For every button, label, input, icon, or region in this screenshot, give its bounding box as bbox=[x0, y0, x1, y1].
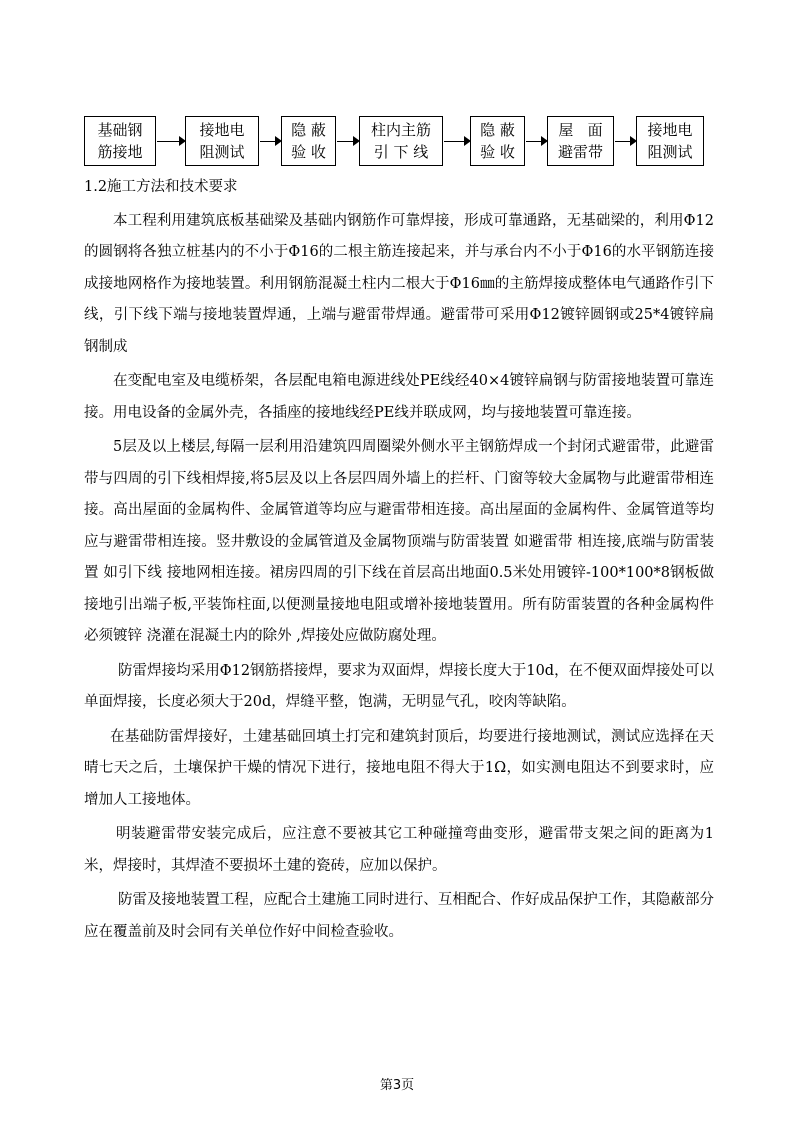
flow-step-concealed-acceptance bbox=[470, 116, 525, 166]
page-number: 第3页 bbox=[379, 1078, 415, 1093]
flow-step-resistance-test bbox=[636, 116, 704, 166]
flow-step-text: 柱内主筋 bbox=[370, 121, 431, 139]
flow-step-text: 筋接地 bbox=[97, 143, 143, 161]
paragraph: 防雷及接地装置工程，应配合土建施工同时进行、互相配合、作好成品保护工作，其隐蔽部分应在覆盖前及时会同有关单位作好中间检查验收。 bbox=[84, 892, 714, 940]
paragraph: 明装避雷带安装完成后，应注意不要被其它工种碰撞弯曲变形，避雷带支架之间的距离为1米，焊接时，其焊渣不要损坏土建的瓷砖，应加以保护。 bbox=[84, 826, 714, 874]
flow-step-text: 阻测试 bbox=[647, 143, 693, 161]
process-flowchart bbox=[84, 116, 704, 168]
flow-step-text: 接地电 bbox=[199, 121, 245, 139]
flow-arrow-icon bbox=[615, 141, 635, 142]
flow-step-text: 隐 蔽 bbox=[480, 121, 515, 139]
flow-arrow-icon bbox=[260, 141, 280, 142]
section-body bbox=[84, 172, 714, 948]
flow-step-text: 接地电 bbox=[647, 121, 693, 139]
flow-step-text: 屋 面 bbox=[558, 121, 603, 139]
flow-arrow-icon bbox=[444, 141, 469, 142]
flow-arrow-icon bbox=[157, 141, 184, 142]
paragraph: 在基础防雷焊接好，土建基础回填土打完和建筑封顶后，均要进行接地测试，测试应选择在天晴七天之后，土壤保护干燥的情况下进行，接地电阻不得大于1Ω，如实测电阻达不到要求时，应增加人工接地体。 bbox=[84, 728, 714, 808]
flow-step-text: 阻测试 bbox=[199, 143, 245, 161]
flow-step-foundation-grounding bbox=[84, 116, 156, 166]
flow-step-roof-lightning-belt bbox=[547, 116, 614, 166]
paragraph: 本工程利用建筑底板基础梁及基础内钢筋作可靠焊接，形成可靠通路，无基础梁的，利用Φ12的圆钢将各独立桩基内的不小于Φ16的二根主筋连接起来，并与承台内不小于Φ16的水平钢筋连接成接地网格作为接地装置。利用钢筋混凝土柱内二根大于Φ16㎜的主筋焊接成整体电气通路作引下线，引下线下端与接地装置焊通，上端与避雷带焊通。避雷带可采用Φ12镀锌圆钢或25*4镀锌扁钢制成 bbox=[84, 212, 714, 355]
flow-step-concealed-acceptance bbox=[281, 116, 336, 166]
paragraph: 5层及以上楼层,每隔一层利用沿建筑四周圈梁外侧水平主钢筋焊成一个封闭式避雷带，此避雷带与四周的引下线相焊接,将5层及以上各层四周外墙上的拦杆、门窗等较大金属物与此避雷带相连接。高出屋面的金属构件、金属管道等均应与避雷带相连接。高出屋面的金属构件、金属管道等均应与避雷带相连接。竖井敷设的金属管道及金属物顶端与防雷装置 如避雷带 相连接,底端与防雷装置 如引下线 接地网相连接。裙房四周的引下线在首层高出地面0.5米处用镀锌-100*100*8钢板做接地引出端子板,平装饰柱面,以便测量接地电阻或增补接地装置用。所有防雷装置的各种金属构件必须镀锌 浇灌在混凝土内的除外 ,焊接处应做防腐处理。 bbox=[84, 439, 714, 644]
flow-step-text: 验 收 bbox=[480, 143, 515, 161]
flow-step-text: 验 收 bbox=[291, 143, 326, 161]
flow-step-text: 避雷带 bbox=[557, 143, 603, 161]
flow-arrow-icon bbox=[526, 141, 546, 142]
flow-step-text: 隐 蔽 bbox=[291, 121, 326, 139]
flow-step-resistance-test bbox=[185, 116, 259, 166]
paragraph: 在变配电室及电缆桥架，各层配电箱电源进线处PE线经40×4镀锌扁钢与防雷接地装置可靠连接。用电设备的金属外壳，各插座的接地线经PE线并联成网，均与接地装置可靠连接。 bbox=[84, 373, 714, 421]
flow-step-text: 基础钢 bbox=[97, 121, 143, 139]
flow-arrow-icon bbox=[337, 141, 358, 142]
paragraph: 防雷焊接均采用Φ12钢筋搭接焊，要求为双面焊，焊接长度大于10d，在不便双面焊接处可以单面焊接，长度必须大于20d，焊缝平整，饱满，无明显气孔，咬肉等缺陷。 bbox=[84, 662, 714, 710]
section-heading: 1.2施工方法和技术要求 bbox=[84, 179, 238, 195]
flow-step-text: 引 下 线 bbox=[373, 143, 429, 161]
flow-step-column-downlead bbox=[359, 116, 443, 166]
